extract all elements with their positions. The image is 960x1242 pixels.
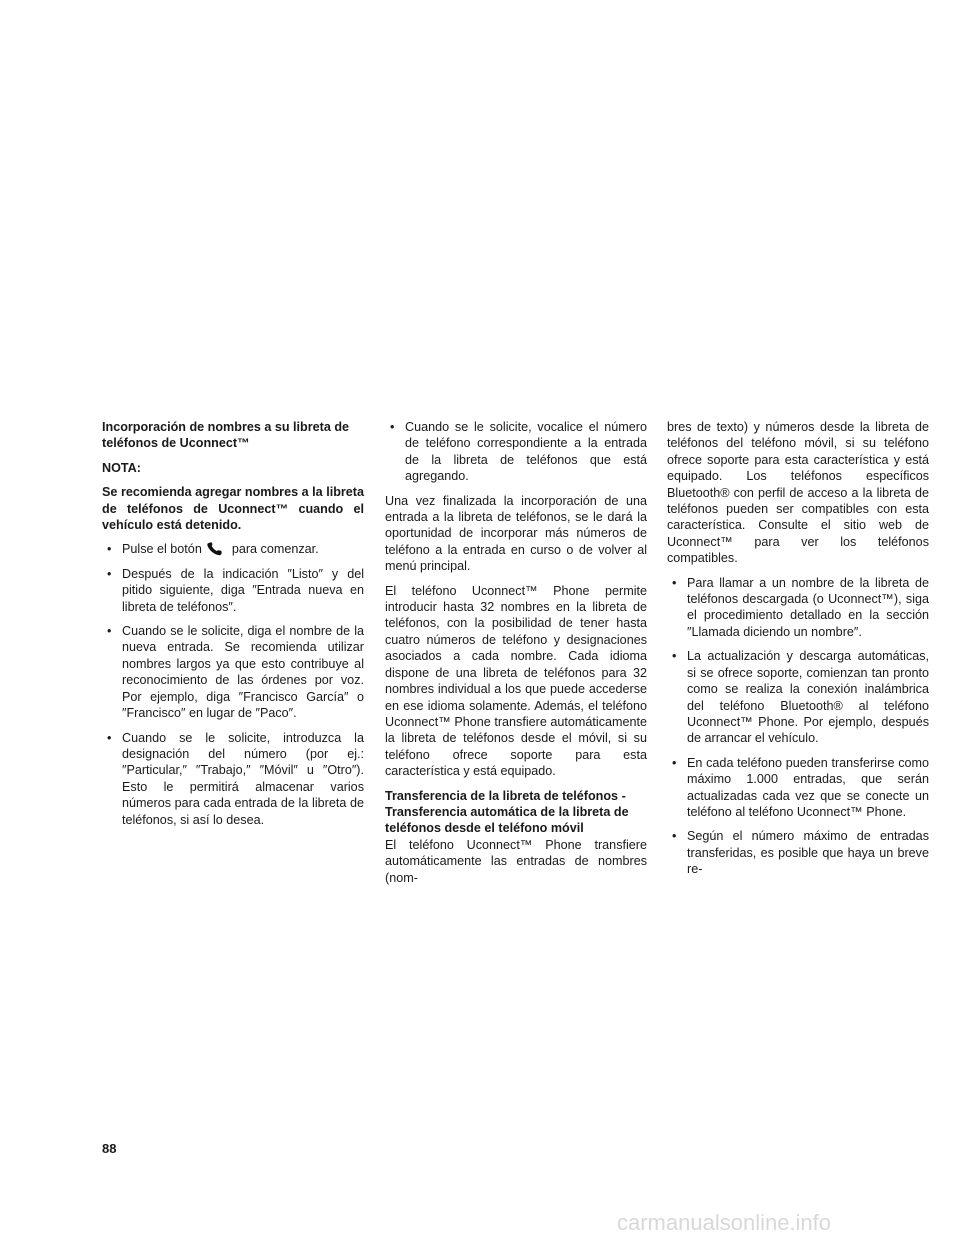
bullet-glyph: •	[672, 755, 677, 770]
bullet-glyph: •	[107, 624, 112, 639]
bullet-glyph: •	[107, 542, 112, 557]
list-item-text: Después de la indicación ″Listo″ y del pitido siguiente, diga ″Entrada nueva en libreta de teléfonos″.	[122, 566, 364, 614]
paragraph: El teléfono Uconnect™ Phone permite introducir hasta 32 nombres en la libreta de teléfonos, con la posibilidad de tener hasta cuatro números de teléfono y designaciones asociados a cada nombre. Cada idioma dispone de una libreta de teléfonos para 32 nombres individual a los que puede accederse en ese idioma solamente. Además, el teléfono Uconnect™ Phone transfiere automáticamente la libreta de teléfonos desde el móvil, si su teléfono ofrece soporte para esta característica y está equipado.	[385, 583, 647, 779]
list-item-text: La actualización y descarga automáticas, si se ofrece soporte, comienzan tan pronto como se realiza la conexión inalámbrica del teléfono Bluetooth® al teléfono Uconnect™ Phone. Por ejemplo, después de arrancar el vehículo.	[687, 649, 929, 746]
list-item	[102, 730, 364, 828]
list-item	[102, 566, 364, 615]
list-item-text-before: Pulse el botón	[122, 542, 202, 557]
list-item	[667, 575, 929, 641]
list-item	[667, 828, 929, 877]
paragraph: Una vez finalizada la incorporación de una entrada a la libreta de teléfonos, se le dará la oportunidad de incorporar más números de teléfono a la entrada en curso o de volver al menú principal.	[385, 493, 647, 574]
paragraph	[385, 788, 647, 886]
list-item-text: Para llamar a un nombre de la libreta de teléfonos descargada (o Uconnect™), siga el procedimiento detallado en la sección ″Llamada diciendo un nombre″.	[687, 575, 929, 639]
list-item-text: Cuando se le solicite, vocalice el número de teléfono correspondiente a la entrada de la libreta de teléfonos que está agregando.	[405, 420, 647, 484]
bullet-glyph: •	[390, 420, 395, 434]
list-item	[667, 755, 929, 821]
list-item-text-after: para comenzar.	[231, 542, 319, 557]
note-label: NOTA:	[102, 460, 141, 475]
phone-handset-icon	[206, 542, 228, 556]
bullet-glyph: •	[107, 566, 112, 581]
page-number: 88	[102, 1141, 117, 1156]
column-right	[667, 419, 929, 886]
paragraph: bres de texto) y números desde la libreta de teléfonos del teléfono móvil, si su teléfono ofrece soporte para esta característica y está equipado. Los teléfonos específicos Bluetooth® con perfil de acceso a la libreta de teléfonos pueden ser compatibles con esta característica. Consulte el sitio web de Uconnect™ para ver los teléfonos compatibles.	[667, 420, 929, 566]
column-middle	[385, 419, 647, 886]
bullet-glyph: •	[672, 649, 677, 664]
list-item	[102, 541, 364, 557]
paragraph-text: El teléfono Uconnect™ Phone transfiere automáticamente las entradas de nombres (nom-	[385, 837, 647, 885]
column-left	[102, 419, 364, 836]
section-heading: Incorporación de nombres a su libreta de teléfonos de Uconnect™	[102, 420, 350, 451]
subsection-heading: Transferencia de la libreta de teléfonos - Transferencia automática de la libreta de teléfonos desde el teléfono móvil	[385, 788, 629, 836]
bullet-glyph: •	[107, 730, 112, 745]
bullet-glyph: •	[672, 575, 677, 590]
note-text: Se recomienda agregar nombres a la libreta de teléfonos de Uconnect™ cuando el vehículo está detenido.	[102, 485, 364, 533]
list-item-text: Según el número máximo de entradas transferidas, es posible que haya un breve re-	[687, 829, 929, 877]
list-item-text: Cuando se le solicite, introduzca la designación del número (por ej.: ″Particular,″ ″Trabajo,″ ″Móvil″ u ″Otro″). Esto le permitirá almacenar varios números para cada entrada de la libreta de teléfonos, si así lo desea.	[122, 730, 364, 827]
bullet-glyph: •	[672, 829, 677, 844]
watermark: carmanualsonline.info	[617, 1210, 832, 1235]
list-item-text: Cuando se le solicite, diga el nombre de la nueva entrada. Se recomienda utilizar nombres largos ya que esto contribuye al reconocimiento de las órdenes por voz. Por ejemplo, diga ″Francisco García″ o ″Francisco″ en lugar de ″Paco″.	[122, 624, 364, 721]
list-item-text: En cada teléfono pueden transferirse como máximo 1.000 entradas, que serán actualizadas cada vez que se conecte un teléfono al teléfono Uconnect™ Phone.	[687, 755, 929, 819]
list-item	[102, 623, 364, 721]
list-item	[667, 648, 929, 746]
list-item	[385, 419, 647, 485]
